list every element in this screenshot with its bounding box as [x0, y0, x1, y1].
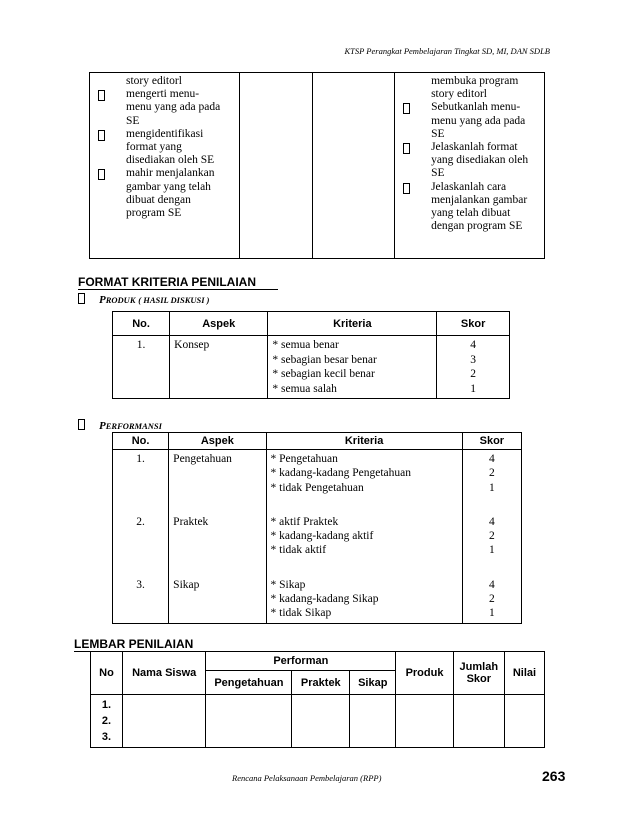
list-text: dengan program SE: [431, 220, 523, 233]
col-header-no: No: [91, 652, 123, 695]
list-line: [395, 88, 542, 101]
cell-kriteria: [268, 336, 437, 399]
cell-no: 1.: [113, 336, 170, 399]
list-text: yang telah dibuat: [431, 207, 511, 220]
col-header: No.: [113, 312, 170, 336]
empty-cell: [312, 73, 394, 259]
list-line: [395, 101, 542, 114]
skor-line: 3: [470, 353, 477, 366]
lembar-penilaian-table: [90, 651, 545, 748]
cell-kriteria: [266, 450, 462, 505]
list-text: mengidentifikasi: [126, 127, 204, 140]
list-line: [90, 88, 237, 101]
performansi-table: [112, 432, 522, 624]
skor-line: 1: [470, 382, 477, 395]
kriteria-line: * tidak Pengetahuan: [270, 481, 364, 494]
kriteria-line: * Pengetahuan: [270, 453, 338, 465]
list-line: [395, 115, 542, 128]
list-text: menu yang ada pada: [431, 114, 526, 127]
col-header: Aspek: [170, 312, 268, 336]
square-bullet-icon: [403, 183, 410, 194]
running-header: KTSP Perangkat Pembelajaran Tingkat SD, MI, DAN SDLB: [344, 46, 550, 56]
col-header: Skor: [437, 312, 510, 336]
question-cell: [395, 73, 545, 259]
table-row: [113, 336, 510, 399]
list-text: story editorl: [126, 75, 182, 87]
skor-line: 4: [488, 453, 495, 465]
table-row: [113, 568, 522, 623]
list-line: [395, 181, 542, 194]
competency-cell: [90, 73, 240, 259]
kriteria-line: * semua salah: [272, 382, 337, 395]
table-row: [113, 450, 522, 505]
skor-line: 2: [488, 530, 495, 543]
kriteria-line: * kadang-kadang Sikap: [270, 593, 379, 606]
empty-cell: [350, 695, 396, 748]
skor-line: 2: [488, 467, 495, 480]
square-bullet-icon: [98, 169, 105, 180]
empty-cell: [396, 695, 453, 748]
square-bullet-icon: [98, 130, 105, 141]
kriteria-line: * tidak Sikap: [270, 607, 332, 620]
skor-line: 1: [488, 607, 495, 620]
square-bullet-icon: [78, 419, 85, 430]
produk-table: [112, 311, 510, 399]
col-header-sikap: Sikap: [350, 671, 396, 695]
list-text: dibuat dengan: [126, 193, 191, 206]
list-text: program SE: [126, 207, 182, 220]
col-header-jumlah-skor: Jumlah Skor: [453, 652, 504, 695]
skor-line: 4: [470, 339, 477, 351]
empty-cell: [206, 695, 292, 748]
kriteria-line: * sebagian kecil benar: [272, 368, 375, 380]
list-text: mahir menjalankan: [126, 167, 215, 180]
kriteria-line: * Sikap: [270, 578, 306, 591]
skor-line: 2: [470, 368, 477, 380]
kriteria-line: * aktif Praktek: [270, 515, 339, 528]
list-text: Sebutkanlah menu-: [431, 101, 521, 114]
skor-line: 1: [488, 481, 495, 494]
list-line: [395, 207, 542, 220]
kriteria-line: * tidak aktif: [270, 544, 327, 557]
table-row: [113, 505, 522, 568]
col-header: Kriteria: [266, 433, 462, 450]
list-line: [395, 194, 542, 207]
format-section-title: FORMAT KRITERIA PENILAIAN: [78, 275, 278, 289]
cell-skor: [462, 505, 521, 568]
list-line: [90, 181, 237, 194]
square-bullet-icon: [98, 90, 105, 101]
list-line: [90, 101, 237, 114]
cell-aspek: Sikap: [169, 568, 266, 623]
cell-skor: [462, 450, 521, 505]
cell-aspek: Pengetahuan: [169, 450, 266, 505]
skor-line: 4: [488, 515, 495, 528]
continuation-table: [89, 72, 545, 259]
performansi-subheading: PERFORMANSI: [78, 419, 162, 432]
competency-list: [90, 73, 239, 220]
cell-no: 1.: [113, 450, 169, 505]
cell-kriteria: [266, 505, 462, 568]
col-header-praktek: Praktek: [292, 671, 350, 695]
list-text: format yang: [126, 141, 182, 154]
list-text: Jelaskanlah cara: [431, 180, 507, 193]
empty-cell: [122, 695, 205, 748]
list-text: gambar yang telah: [126, 180, 211, 193]
kriteria-line: * sebagian besar benar: [272, 353, 377, 366]
list-line: [90, 167, 237, 180]
cell-no: 2.: [113, 505, 169, 568]
col-header: Kriteria: [268, 312, 437, 336]
col-header: Aspek: [169, 433, 266, 450]
skor-line: 1: [488, 544, 495, 557]
square-bullet-icon: [403, 143, 410, 154]
row-number: 2.: [101, 715, 112, 727]
cell-kriteria: [266, 568, 462, 623]
list-text: mengerti menu-: [126, 88, 200, 101]
list-line: [90, 128, 237, 141]
footer-title: Rencana Pelaksanaan Pembelajaran (RPP): [232, 773, 382, 783]
cell-aspek: Praktek: [169, 505, 266, 568]
skor-line: 2: [488, 593, 495, 606]
list-line: [90, 207, 237, 220]
list-text: menjalankan gambar: [431, 193, 528, 206]
square-bullet-icon: [78, 293, 85, 304]
list-text: SE: [126, 114, 140, 127]
col-header-produk: Produk: [396, 652, 453, 695]
list-text: Jelaskanlah format: [431, 141, 518, 154]
list-text: SE: [431, 127, 445, 140]
empty-cell: [240, 73, 313, 259]
col-header-pengetahuan: Pengetahuan: [206, 671, 292, 695]
cell-no: 3.: [113, 568, 169, 623]
row-number: 3.: [101, 731, 112, 743]
list-line: [90, 75, 237, 88]
list-line: [395, 154, 542, 167]
list-line: [395, 128, 542, 141]
list-text: SE: [431, 167, 445, 180]
list-line: [395, 220, 542, 233]
list-text: story editorl: [431, 88, 487, 101]
question-list: [395, 73, 544, 233]
col-header: Skor: [462, 433, 521, 450]
list-text: yang disediakan oleh: [431, 154, 529, 167]
list-line: [90, 194, 237, 207]
empty-cell: [292, 695, 350, 748]
square-bullet-icon: [403, 103, 410, 114]
cell-aspek: Konsep: [170, 336, 268, 399]
cell-skor: [437, 336, 510, 399]
list-line: [90, 115, 237, 128]
kriteria-line: * kadang-kadang aktif: [270, 530, 374, 543]
empty-cell: [504, 695, 544, 748]
cell-skor: [462, 568, 521, 623]
col-header-nilai: Nilai: [504, 652, 544, 695]
row-numbers-cell: [91, 695, 123, 748]
list-line: [90, 154, 237, 167]
col-header-performan: Performan: [206, 652, 396, 671]
empty-cell: [453, 695, 504, 748]
page-number: 263: [542, 768, 566, 784]
list-text: disediakan oleh SE: [126, 154, 215, 167]
row-number: 1.: [101, 699, 112, 711]
col-header: No.: [113, 433, 169, 450]
list-line: [395, 75, 542, 88]
list-text: menu yang ada pada: [126, 101, 221, 114]
list-line: [90, 141, 237, 154]
lembar-penilaian-title: LEMBAR PENILAIAN: [74, 637, 194, 651]
list-line: [395, 167, 542, 180]
list-line: [395, 141, 542, 154]
kriteria-line: * kadang-kadang Pengetahuan: [270, 467, 412, 480]
col-header-nama: Nama Siswa: [122, 652, 205, 695]
kriteria-line: * semua benar: [272, 339, 339, 351]
list-text: membuka program: [431, 75, 519, 87]
skor-line: 4: [488, 578, 495, 591]
produk-subheading: PRODUK ( HASIL DISKUSI ): [78, 293, 210, 306]
